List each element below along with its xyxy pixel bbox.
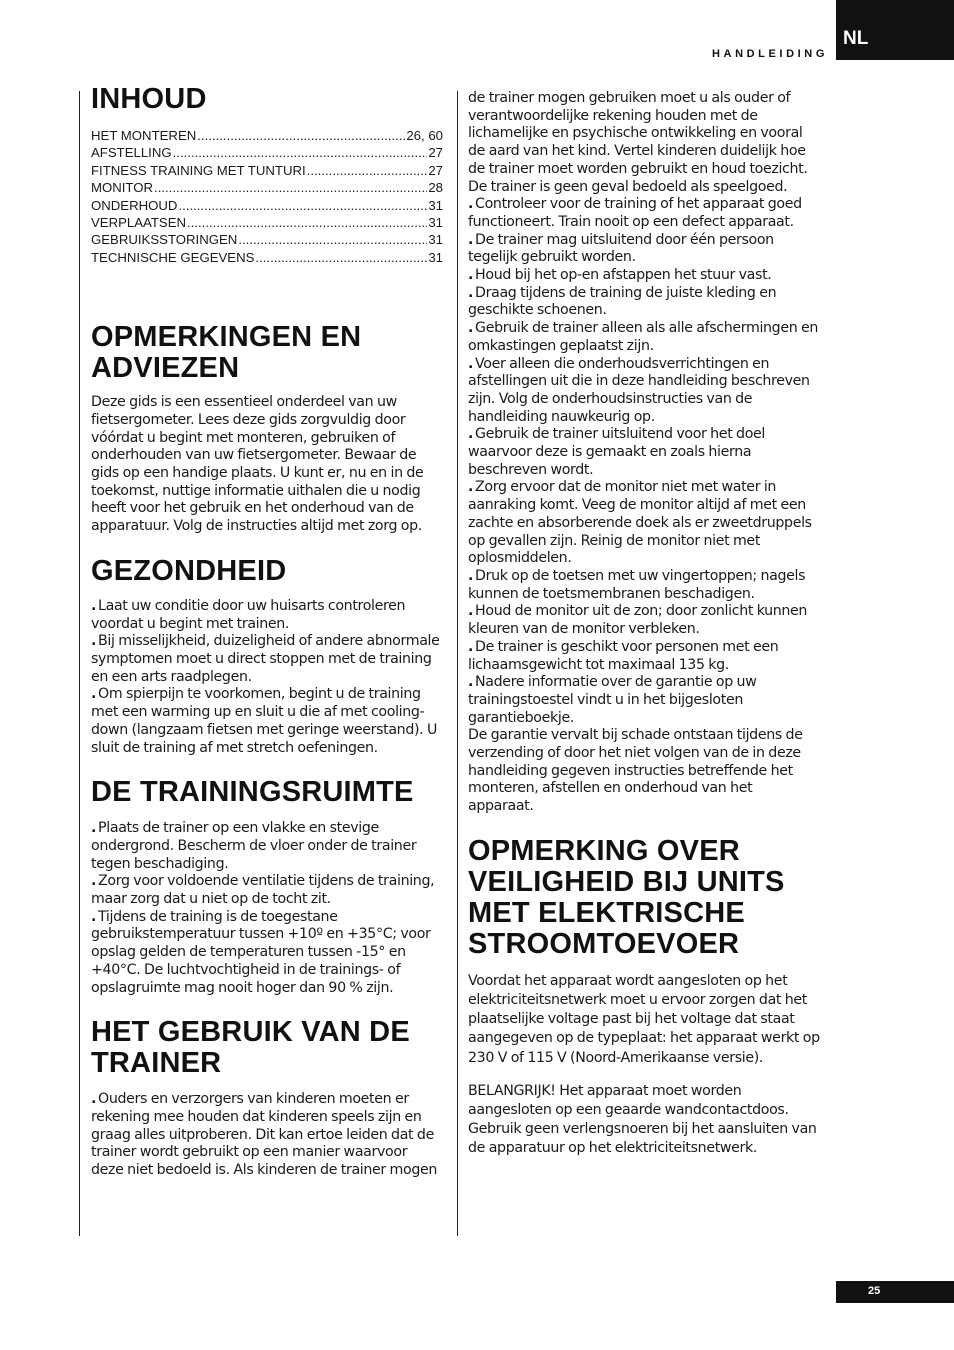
toc-entry[interactable]: [91, 231, 443, 248]
usage-item: . De trainer is geschikt voor personen met een lichaamsgewicht tot maximaal 135 kg.: [468, 639, 820, 674]
electrical-title: OPMERKING OVER VEILIGHEID BIJ UNITS MET ELEKTRISCHE STROOMTOEVOER: [468, 834, 785, 960]
usage-item: . Houd bij het op-en afstappen het stuur vast.: [468, 267, 820, 285]
right-column: [468, 90, 820, 1159]
left-column-rule: [79, 91, 80, 1236]
toc-entry-page: 28: [428, 180, 443, 196]
toc-entry[interactable]: [91, 249, 443, 266]
toc-entry-label: GEBRUIKSSTORINGEN: [91, 232, 238, 248]
toc-entry-page: 31: [428, 197, 443, 213]
room-list: [91, 820, 443, 997]
toc-entry-label: HET MONTEREN: [91, 128, 197, 143]
toc-entry[interactable]: [91, 162, 443, 179]
toc-entry-label: TECHNISCHE GEGEVENS: [91, 249, 255, 265]
room-title: DE TRAININGSRUIMTE: [91, 776, 414, 809]
toc-entry-label: VERPLAATSEN: [91, 215, 187, 231]
usage-item: . Nadere informatie over de garantie op uw trainingstoestel vindt u in het bijgesloten garantieboekje.: [468, 674, 820, 727]
table-of-contents: [91, 127, 443, 266]
usage-item-continuation: de trainer mogen gebruiken moet u als ouder of verantwoordelijke rekening houden met de lichamelijke en psychische ontwikkeling en vooral de aard van het kind. Vertel kinderen duidelijk hoe de trainer moet worden gebruikt en houd toezicht. De trainer is geen geval bedoeld als speelgoed.: [468, 90, 808, 195]
usage-item: . Voer alleen die onderhoudsverrichtingen en afstellingen uit die in deze handleiding beschreven zijn. Volg de onderhoudsinstructies van de handleiding nauwkeurig op.: [468, 356, 820, 427]
toc-entry-page: 27: [428, 145, 443, 161]
health-list: [91, 598, 443, 757]
header-label: HANDLEIDING: [712, 48, 828, 60]
toc-leader: [307, 162, 428, 179]
advice-text: Deze gids is een essentieel onderdeel van uw fietsergometer. Lees deze gids zorgvuldig door vóórdat u begint met monteren, gebruiken of onderhouden van uw fietsergometer. Bewaar de gids op een handige plaats. U kunt er, nu en in de toekomst, nuttige informatie uithalen die u nodig heeft voor het gebruik en het onderhoud van de apparatuur. Volg de instructies altijd met zorg op.: [91, 394, 424, 535]
usage-item: . Ouders en verzorgers van kinderen moeten er rekening mee houden dat kinderen speels zijn en graag alles uitproberen. Dit kan ertoe leiden dat de trainer wordt gebruikt op een manier waarvoor deze niet bedoeld is. Als kinderen de trainer mogen: [91, 1091, 443, 1181]
center-column-rule: [457, 91, 458, 1236]
usage-item: . Zorg ervoor dat de monitor niet met water in aanraking komt. Veeg de monitor altijd af met een zachte en absorberende doek als er zweetdruppels op gevallen zijn. Reinig de monitor niet met oplosmiddelen.: [468, 479, 820, 568]
page-number: 25: [836, 1281, 954, 1303]
toc-entry[interactable]: [91, 144, 443, 161]
electrical-text-1: Voordat het apparaat wordt aangesloten op het elektriciteitsnetwerk moet u ervoor zorgen dat het plaatselijke voltage past bij het voltage dat staat aangegeven op de typeplaat: het apparaat werkt op 230 V of 115 V (Noord-Amerikaanse versie).: [468, 972, 820, 1066]
toc-leader: [238, 231, 427, 248]
toc-entry-label: FITNESS TRAINING MET TUNTURI: [91, 162, 306, 178]
toc-entry[interactable]: [91, 214, 443, 231]
room-item: . Tijdens de training is de toegestane gebruikstemperatuur tussen +10º en +35°C; voor opslag gelden de temperaturen tussen -15° en +40°C. De luchtvochtigheid in de trainings- of opslagruimte mag nooit hoger dan 90 % zijn.: [91, 909, 443, 998]
health-title: GEZONDHEID: [91, 554, 287, 587]
toc-title: INHOUD: [91, 83, 207, 115]
usage-item: . Houd de monitor uit de zon; door zonlicht kunnen kleuren van de monitor verbleken.: [468, 603, 820, 638]
toc-leader: [187, 214, 427, 231]
toc-entry[interactable]: [91, 179, 443, 196]
advice-title: OPMERKINGEN EN ADVIEZEN: [91, 321, 362, 385]
toc-entry[interactable]: [91, 197, 443, 214]
health-item: . Bij misselijkheid, duizeligheid of andere abnormale symptomen moet u direct stoppen met de training en een arts raadplegen.: [91, 633, 443, 686]
electrical-text-2: BELANGRIJK! Het apparaat moet worden aangesloten op een geaarde wandcontactdoos. Gebruik geen verlengsnoeren bij het aansluiten van de apparatuur op het elektriciteitsnetwerk.: [468, 1082, 817, 1157]
usage-list-continued: [468, 90, 820, 816]
left-column: [91, 84, 443, 1181]
room-item: . Zorg voor voldoende ventilatie tijdens de training, maar zorg dat u niet op de tocht zit.: [91, 873, 443, 908]
health-item: . Om spierpijn te voorkomen, begint u de training met een warming up en sluit u die af met cooling-down (langzaam fietsen met geringe weerstand). U sluit de training af met stretch oefeningen.: [91, 686, 443, 757]
room-item: . Plaats de trainer op een vlakke en stevige ondergrond. Bescherm de vloer onder de trainer tegen beschadiging.: [91, 820, 443, 873]
language-tab: NL: [836, 0, 954, 60]
toc-entry-page: 27: [428, 162, 443, 178]
toc-leader: [154, 179, 427, 196]
toc-leader: [173, 144, 428, 161]
usage-item: . Druk op de toetsen met uw vingertoppen; nagels kunnen de toetsmembranen beschadigen.: [468, 568, 820, 603]
toc-entry-label: MONITOR: [91, 180, 154, 196]
toc-entry-page: 26, 60: [406, 128, 443, 143]
warranty-text: De garantie vervalt bij schade ontstaan tijdens de verzending of door het niet volgen van de in deze handleiding gegeven instructies betreffende het monteren, afstellen en onderhoud van het apparaat.: [468, 727, 803, 815]
health-item: . Laat uw conditie door uw huisarts controleren voordat u begint met trainen.: [91, 598, 443, 633]
toc-leader: [178, 197, 427, 214]
toc-entry-page: 31: [428, 215, 443, 231]
toc-leader: [197, 127, 405, 144]
usage-item: . Draag tijdens de training de juiste kleding en geschikte schoenen.: [468, 285, 820, 320]
usage-title: HET GEBRUIK VAN DE TRAINER: [91, 1016, 410, 1080]
usage-list-start: [91, 1091, 443, 1181]
usage-item: . Gebruik de trainer uitsluitend voor het doel waarvoor deze is gemaakt en zoals hierna beschreven wordt.: [468, 426, 820, 479]
usage-item: . Controleer voor de training of het apparaat goed functioneert. Train nooit op een defect apparaat.: [468, 196, 820, 231]
usage-item: . De trainer mag uitsluitend door één persoon tegelijk gebruikt worden.: [468, 232, 820, 267]
toc-entry-label: ONDERHOUD: [91, 197, 178, 213]
toc-entry[interactable]: [91, 127, 443, 144]
toc-entry-page: 31: [428, 232, 443, 248]
toc-entry-label: AFSTELLING: [91, 145, 172, 161]
toc-entry-page: 31: [428, 249, 443, 265]
toc-leader: [255, 249, 427, 266]
usage-item: . Gebruik de trainer alleen als alle afschermingen en omkastingen geplaatst zijn.: [468, 320, 820, 355]
